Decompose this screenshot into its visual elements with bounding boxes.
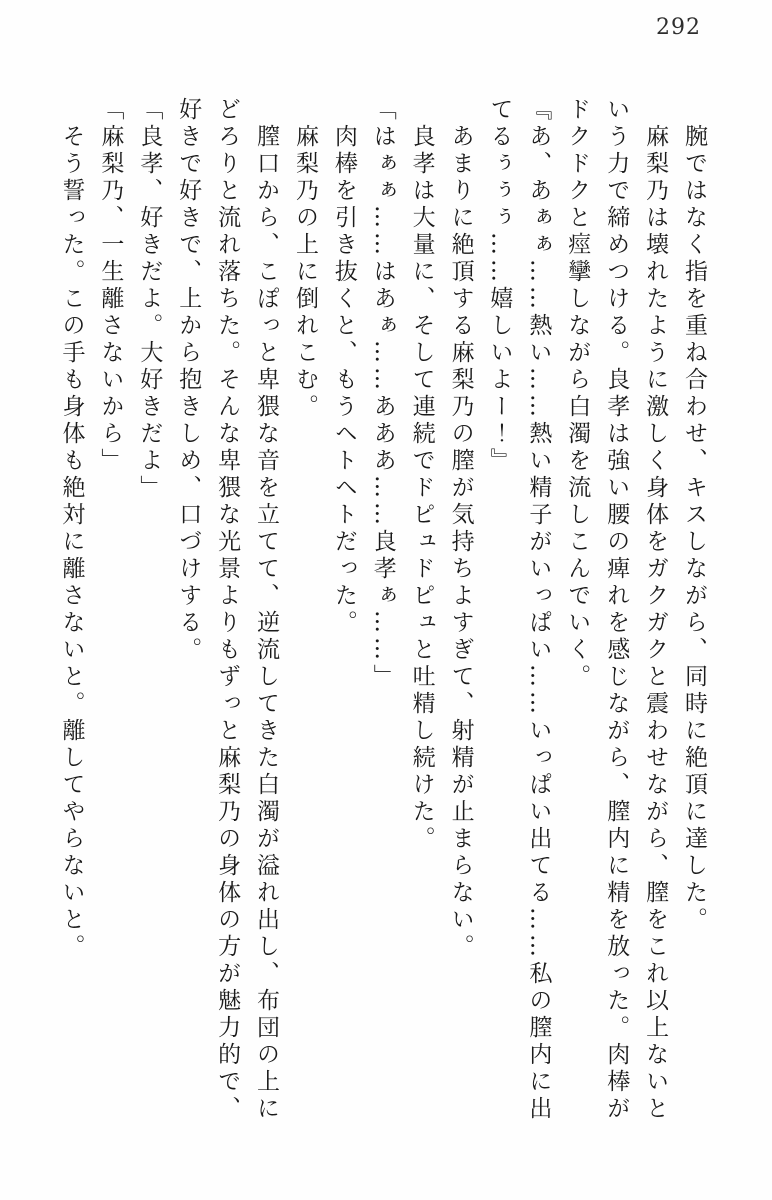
text-line: 腕ではなく指を重ね合わせ、キスしながら、同時に絶頂に達した。: [681, 97, 707, 934]
text-line: 「麻梨乃、一生離さないから」: [97, 97, 124, 475]
page-text-block: [52, 97, 713, 1142]
text-line: どろりと流れ落ちた。そんな卑猥な光景よりもずっと麻梨乃の身体の方が魅力的で、: [214, 97, 241, 1123]
text-line: 「良孝、好きだよ。大好きだよ」: [136, 97, 163, 502]
page-number: 292: [656, 15, 701, 40]
text-line: 膣口から、こぽっと卑猥な音を立てて、逆流してきた白濁が溢れ出し、布団の上に: [253, 97, 280, 1123]
text-line: てるぅぅぅ……嬉しいよー！』: [486, 97, 513, 475]
text-line: 麻梨乃の上に倒れこむ。: [291, 97, 318, 421]
text-line: 好きで好きで、上から抱きしめ、口づけする。: [175, 97, 202, 664]
text-line: そう誓った。この手も身体も絶対に離さないと。離してやらないと。: [58, 97, 85, 961]
text-line: 麻梨乃は壊れたように激しく身体をガクガクと震わせながら、膣をこれ以上ないと: [642, 97, 669, 1123]
text-line: ドクドクと痙攣しながら白濁を流しこんでいく。: [564, 97, 591, 691]
text-line: 良孝は大量に、そして連続でドピュドピュと吐精し続けた。: [408, 97, 435, 853]
text-line: 肉棒を引き抜くと、もうヘトヘトだった。: [330, 97, 357, 637]
text-line: 「はぁぁ……はあぁ……あああ……良孝ぁ……」: [369, 97, 396, 691]
text-line: いう力で締めつける。良孝は強い腰の痺れを感じながら、膣内に精を放った。肉棒が: [603, 97, 630, 1123]
text-line: 『あ、あぁぁ……熱い……熱い精子がいっぱい……いっぱい出てる……私の膣内に出: [525, 97, 552, 1123]
text-line: あまりに絶頂する麻梨乃の膣が気持ちよすぎて、射精が止まらない。: [447, 97, 474, 961]
